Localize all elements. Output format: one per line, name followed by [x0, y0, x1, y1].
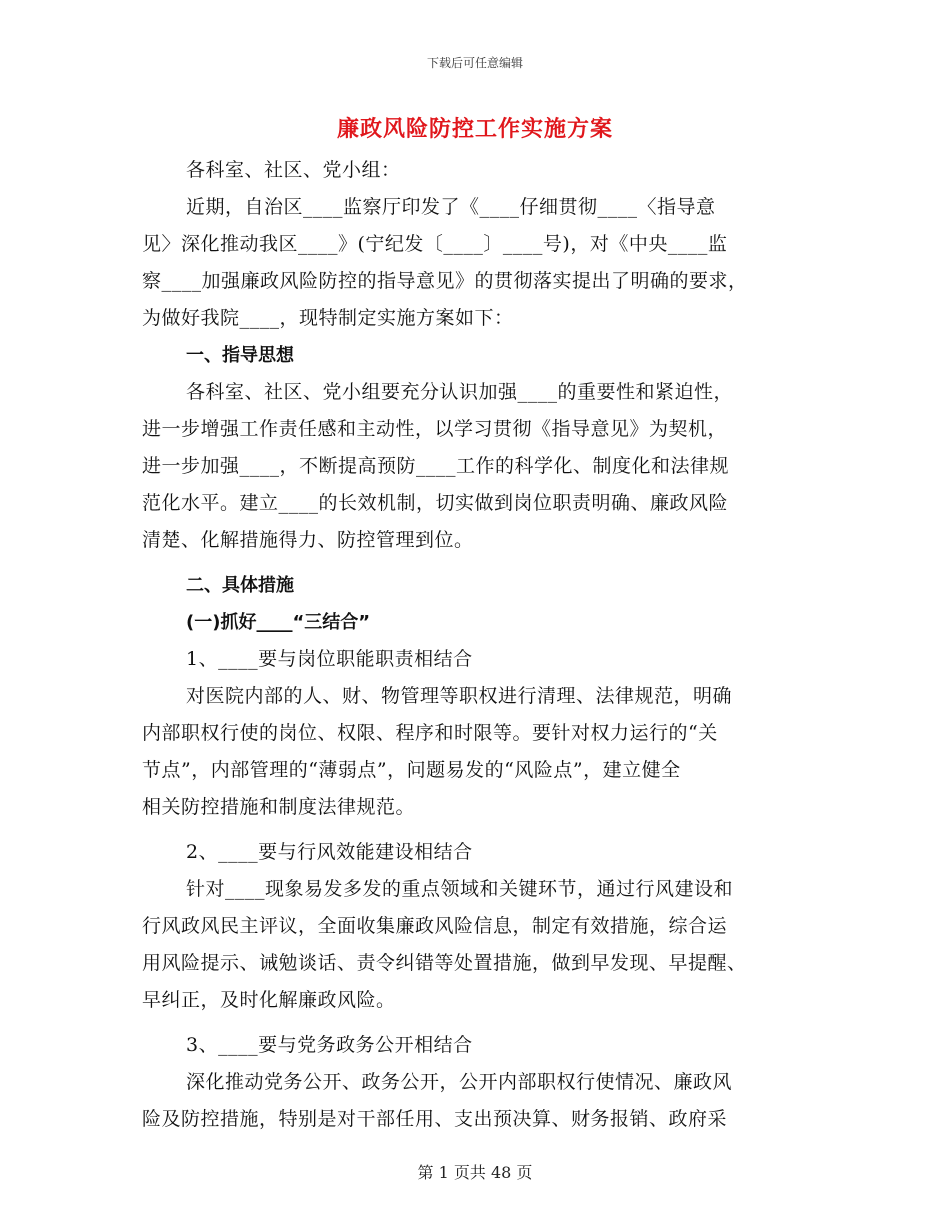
salutation: 各科室、社区、党小组：	[186, 159, 401, 181]
item-line: 深化推动党务公开、政务公开，公开内部职权行使情况、廉政风	[186, 1071, 733, 1093]
item-line: 内部职权行使的岗位、权限、程序和时限等。要针对权力运行的“关	[142, 722, 718, 744]
item-line: 对医院内部的人、财、物管理等职权进行清理、法律规范，明确	[186, 685, 733, 707]
item-line: 用风险提示、诫勉谈话、责令纠错等处置措施，做到早发现、早提醒、	[142, 952, 747, 974]
item-label: 2、____要与行风效能建设相结合	[186, 841, 473, 863]
intro-line: 见〉深化推动我区____》(宁纪发〔____〕____号)，对《中央____监	[142, 233, 728, 255]
section1-line: 进一步加强____，不断提高预防____工作的科学化、制度化和法律规	[142, 455, 730, 477]
item-line: 行风政风民主评议，全面收集廉政风险信息，制定有效措施，综合运	[142, 915, 728, 937]
section1-line: 各科室、社区、党小组要充分认识加强____的重要性和紧迫性，	[186, 381, 734, 403]
item-line: 相关防控措施和制度法律规范。	[142, 796, 416, 818]
intro-line: 为做好我院____，现特制定实施方案如下：	[142, 307, 514, 329]
subsection-heading: (一)抓好____“三结合”	[186, 612, 371, 633]
page-footer: 第 1 页共 48 页	[417, 1163, 533, 1182]
item-label: 3、____要与党务政务公开相结合	[186, 1034, 473, 1056]
item-line: 险及防控措施，特别是对干部任用、支出预决算、财务报销、政府采	[142, 1108, 728, 1130]
item-line: 节点”，内部管理的“薄弱点”，问题易发的“风险点”，建立健全	[142, 759, 681, 781]
section-heading-guiding-ideology: 一、指导思想	[186, 345, 294, 366]
section1-line: 清楚、化解措施得力、防控管理到位。	[142, 529, 474, 551]
intro-line: 察____加强廉政风险防控的指导意见》的贯彻落实提出了明确的要求，	[142, 270, 748, 292]
item-line: 早纠正，及时化解廉政风险。	[142, 989, 396, 1011]
header-note: 下载后可任意编辑	[426, 56, 523, 70]
item-line: 针对____现象易发多发的重点领域和关键环节，通过行风建设和	[186, 878, 734, 900]
document-title: 廉政风险防控工作实施方案	[336, 116, 613, 142]
intro-line: 近期，自治区____监察厅印发了《____仔细贯彻____〈指导意	[186, 196, 716, 218]
section1-line: 范化水平。建立____的长效机制，切实做到岗位职责明确、廉政风险	[142, 492, 729, 514]
section-heading-measures: 二、具体措施	[186, 575, 294, 596]
section1-line: 进一步增强工作责任感和主动性，以学习贯彻《指导意见》为契机，	[142, 418, 728, 440]
document-body	[142, 152, 812, 1138]
item-label: 1、____要与岗位职能职责相结合	[186, 648, 473, 670]
